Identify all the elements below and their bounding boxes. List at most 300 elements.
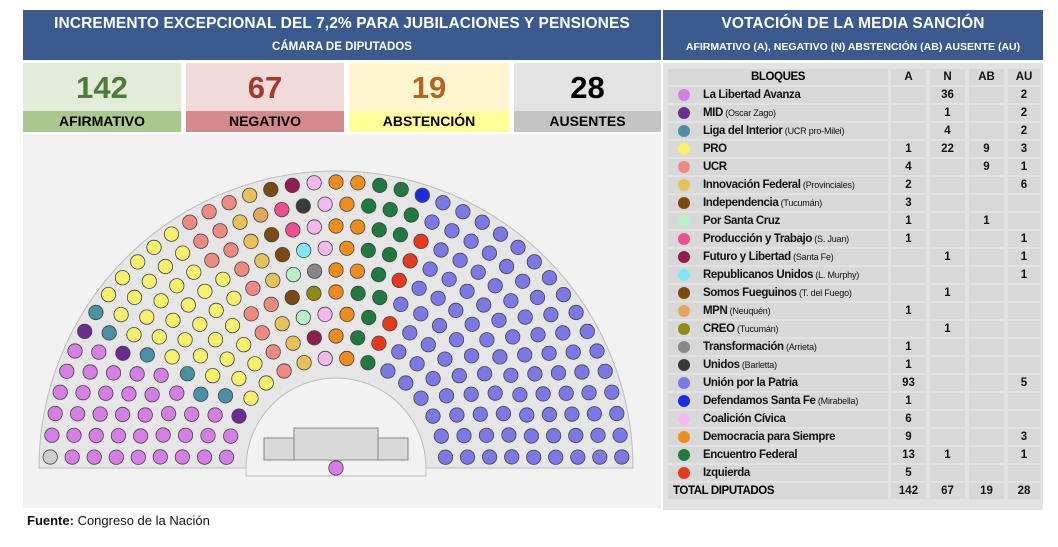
bloc-name: UCR (703, 161, 727, 173)
seat-marker (175, 246, 189, 260)
seat-marker (351, 286, 365, 300)
value-a: 13 (891, 447, 926, 463)
header-left-title: INCREMENTO EXCEPCIONAL DEL 7,2% PARA JUBILACIONES Y PENSIONES (54, 15, 630, 32)
bloc-cell (668, 465, 888, 481)
seat-marker (615, 450, 629, 464)
value-n: 22 (930, 141, 965, 157)
table-row (668, 375, 1040, 393)
seat-marker (68, 344, 82, 358)
seat-marker (218, 389, 232, 403)
seat-marker (571, 450, 585, 464)
bloc-subtitle: (UCR pro-Milei) (782, 126, 845, 136)
seat-marker (83, 365, 97, 379)
total-label: TOTAL DIPUTADOS (668, 483, 888, 499)
seat-marker (307, 264, 321, 278)
bloc-color-swatch (678, 377, 690, 389)
value-n (930, 357, 965, 373)
value-a: 1 (891, 141, 926, 157)
bloc-color-swatch (678, 305, 690, 317)
seat-marker (60, 364, 74, 378)
president-seat-marker (329, 461, 343, 475)
seat-marker (99, 386, 113, 400)
seat-marker (264, 182, 278, 196)
seat-marker (222, 196, 236, 210)
value-a: 6 (891, 411, 926, 427)
total-value: 28 (570, 70, 605, 105)
seat-marker (127, 328, 141, 342)
seat-marker (403, 254, 417, 268)
bloc-color-swatch (678, 359, 690, 371)
value-ab (969, 447, 1004, 463)
seat-marker (246, 281, 260, 295)
value-n: 1 (930, 249, 965, 265)
value-ab (969, 411, 1004, 427)
value-n (930, 375, 965, 391)
value-n: 1 (930, 285, 965, 301)
seat-marker (505, 450, 519, 464)
bloc-color-swatch (678, 449, 690, 461)
seat-marker (464, 349, 478, 363)
bloc-cell (668, 231, 888, 247)
seat-marker (114, 307, 128, 321)
bloc-cell (668, 447, 888, 463)
seat-marker (116, 346, 130, 360)
seat-marker (170, 279, 184, 293)
table-header-bloques: BLOQUES (668, 69, 888, 85)
seat-marker (220, 352, 234, 366)
seat-marker (244, 234, 258, 248)
header-right (663, 10, 1043, 60)
seat-marker (194, 387, 208, 401)
seat-marker (610, 406, 624, 420)
seat-marker (219, 450, 233, 464)
bloc-color-swatch (678, 143, 690, 155)
value-n (930, 339, 965, 355)
value-au: 2 (1008, 105, 1040, 121)
seat-marker (329, 219, 343, 233)
seat-marker (511, 240, 525, 254)
seat-marker (209, 303, 223, 317)
seat-marker (593, 450, 607, 464)
seat-marker (439, 389, 453, 403)
seat-marker (307, 331, 321, 345)
seat-marker (499, 259, 513, 273)
value-n (930, 393, 965, 409)
seat-marker (449, 303, 463, 317)
value-a (891, 285, 926, 301)
bloc-name: Liga del Interior (UCR pro-Milei) (703, 125, 845, 137)
seat-marker (598, 364, 612, 378)
value-au (1008, 285, 1040, 301)
seat-marker (531, 328, 545, 342)
seat-marker (232, 371, 246, 385)
table-row (668, 87, 1040, 105)
bloc-color-swatch (678, 287, 690, 299)
seat-marker (178, 333, 192, 347)
seat-marker (513, 388, 527, 402)
seat-marker (488, 279, 502, 293)
table-row (668, 123, 1040, 141)
total-label: NEGATIVO (186, 111, 344, 132)
table-row (668, 105, 1040, 123)
seat-marker (425, 215, 439, 229)
bloc-cell (668, 195, 888, 211)
seat-marker (286, 336, 300, 350)
seat-marker (307, 286, 321, 300)
value-a: 2 (891, 177, 926, 193)
seat-marker (394, 297, 408, 311)
seat-marker (449, 333, 463, 347)
bloc-cell (668, 321, 888, 337)
seat-marker (524, 429, 538, 443)
bloc-cell (668, 357, 888, 373)
seat-marker (248, 357, 262, 371)
seat-marker (152, 330, 166, 344)
seat-marker (361, 356, 375, 370)
bloc-color-swatch (678, 89, 690, 101)
seat-marker (351, 220, 365, 234)
bloc-subtitle: (Tucumán) (778, 198, 823, 208)
value-n (930, 411, 965, 427)
seat-marker (206, 369, 220, 383)
seat-marker (460, 284, 474, 298)
bloc-color-swatch (678, 125, 690, 137)
seat-marker (329, 263, 343, 277)
value-ab (969, 357, 1004, 373)
seat-marker (266, 273, 280, 287)
seat-marker (255, 254, 269, 268)
seat-marker (399, 376, 413, 390)
bloc-subtitle: (Oscar Zago) (722, 108, 776, 118)
seat-marker (329, 285, 343, 299)
seat-marker (460, 450, 474, 464)
parliament-chart (23, 134, 661, 508)
seat-marker (131, 450, 145, 464)
value-a: 93 (891, 375, 926, 391)
value-n (930, 429, 965, 445)
value-n: 4 (930, 123, 965, 139)
seat-marker (205, 253, 219, 267)
value-n: 36 (930, 87, 965, 103)
seat-marker (373, 290, 387, 304)
bloc-name: Republicanos Unidos (L. Murphy) (703, 269, 860, 281)
seat-marker (542, 407, 556, 421)
seat-marker (277, 364, 291, 378)
seat-marker (175, 450, 189, 464)
table-row (668, 213, 1040, 231)
bloc-color-swatch (678, 251, 690, 263)
seat-marker (471, 265, 485, 279)
seat-marker (307, 220, 321, 234)
bloc-name: Independencia (Tucumán) (703, 197, 823, 209)
bloc-color-swatch (678, 341, 690, 353)
seat-marker (528, 367, 542, 381)
seat-marker (147, 240, 161, 254)
source-label: Fuente: (27, 513, 74, 528)
seat-marker (488, 386, 502, 400)
seat-marker (556, 287, 570, 301)
seat-marker (475, 215, 489, 229)
seat-marker (549, 450, 563, 464)
seat-marker (340, 307, 354, 321)
value-ab (969, 87, 1004, 103)
header-left-subtitle: CÁMARA DE DIPUTADOS (272, 41, 412, 53)
seat-marker (480, 333, 494, 347)
seat-marker (286, 223, 300, 237)
seat-marker (87, 450, 101, 464)
seat-marker (591, 428, 605, 442)
seat-marker (565, 407, 579, 421)
seat-marker (410, 357, 424, 371)
seat-marker (130, 367, 144, 381)
seat-marker (383, 202, 397, 216)
bloc-subtitle: (Barletta) (739, 360, 777, 370)
seat-marker (153, 450, 167, 464)
seat-marker (285, 290, 299, 304)
total-a: 142 (891, 483, 926, 499)
value-au: 2 (1008, 87, 1040, 103)
source-text: Congreso de la Nación (73, 513, 210, 528)
table-header-row (668, 69, 1040, 87)
value-n: 1 (930, 321, 965, 337)
seat-marker (193, 317, 207, 331)
seat-marker (89, 428, 103, 442)
seat-marker (457, 428, 471, 442)
table-row (668, 195, 1040, 213)
seat-marker (502, 428, 516, 442)
seat-marker (154, 294, 168, 308)
seat-marker (436, 196, 450, 210)
value-ab (969, 231, 1004, 247)
table-row (668, 249, 1040, 267)
seat-marker (414, 234, 428, 248)
bloc-name: Encuentro Federal (703, 449, 798, 461)
bloc-subtitle: (Provinciales) (800, 180, 855, 190)
seat-marker (285, 178, 299, 192)
bloc-color-swatch (678, 179, 690, 191)
seat-marker (154, 368, 168, 382)
seat-marker (115, 271, 129, 285)
total-au: 28 (1008, 483, 1040, 499)
seat-marker (180, 367, 194, 381)
seat-marker (145, 388, 159, 402)
value-n (930, 213, 965, 229)
value-au (1008, 339, 1040, 355)
seat-marker (426, 409, 440, 423)
seat-marker (165, 350, 179, 364)
bloc-name: Democracia para Siempre (703, 431, 836, 443)
seat-marker (381, 364, 395, 378)
seat-marker (45, 428, 59, 442)
seat-marker (255, 326, 269, 340)
bloc-subtitle: (S. Juan) (811, 234, 849, 244)
total-ab: 19 (969, 483, 1004, 499)
value-au: 1 (1008, 231, 1040, 247)
bloc-cell (668, 87, 888, 103)
bloc-cell (668, 177, 888, 193)
seat-marker (109, 450, 123, 464)
seat-marker (361, 243, 375, 257)
seat-marker (426, 371, 440, 385)
bloc-cell (668, 375, 888, 391)
seat-marker (569, 305, 583, 319)
seat-marker (438, 450, 452, 464)
seat-marker (187, 265, 201, 279)
seat-marker (275, 202, 289, 216)
bloc-color-swatch (678, 107, 690, 119)
bloc-cell (668, 285, 888, 301)
seat-marker (101, 287, 115, 301)
total-value: 19 (411, 70, 447, 105)
parliament-chart-panel (23, 134, 661, 508)
bloc-subtitle: (Neuquén) (727, 306, 771, 316)
value-a (891, 123, 926, 139)
seat-marker (556, 326, 570, 340)
seat-marker (216, 272, 230, 286)
value-ab: 1 (969, 213, 1004, 229)
seat-marker (166, 313, 180, 327)
seat-marker (235, 262, 249, 276)
seat-marker (89, 305, 103, 319)
seat-marker (318, 241, 332, 255)
seat-marker (93, 407, 107, 421)
seat-marker (516, 274, 530, 288)
seat-marker (227, 291, 241, 305)
seat-marker (423, 262, 437, 276)
seat-marker (613, 428, 627, 442)
seat-marker (197, 450, 211, 464)
table-row (668, 447, 1040, 465)
votes-table (663, 63, 1043, 510)
seat-marker (544, 307, 558, 321)
seat-marker (70, 407, 84, 421)
bloc-cell (668, 393, 888, 409)
bloc-name: Unidos (Barletta) (703, 359, 777, 371)
table-row (668, 357, 1040, 375)
seat-marker (559, 386, 573, 400)
value-a: 4 (891, 159, 926, 175)
seat-marker (431, 291, 445, 305)
seat-marker (122, 387, 136, 401)
seat-marker (383, 317, 397, 331)
seat-marker (275, 317, 289, 331)
header-right-subtitle: AFIRMATIVO (A), NEGATIVO (N) ABSTENCIÓN (AB) AUSENTE (AU) (685, 41, 1021, 53)
seat-marker (464, 234, 478, 248)
table-row (668, 411, 1040, 429)
seat-marker (504, 368, 518, 382)
seat-marker (432, 318, 446, 332)
seat-marker (297, 243, 311, 257)
seat-marker (569, 428, 583, 442)
seat-marker (48, 406, 62, 420)
bloc-name: Transformación (Arrieta) (703, 341, 817, 353)
seat-marker (266, 345, 280, 359)
seat-marker (393, 228, 407, 242)
table-row (668, 159, 1040, 177)
seat-marker (43, 450, 57, 464)
bloc-cell (668, 303, 888, 319)
seat-marker (286, 267, 300, 281)
seat-marker (434, 243, 448, 257)
total-n: 67 (930, 483, 965, 499)
seat-marker (213, 224, 227, 238)
seat-marker (479, 428, 493, 442)
value-a (891, 87, 926, 103)
seat-marker (371, 267, 385, 281)
bloc-color-swatch (678, 233, 690, 245)
value-au: 3 (1008, 429, 1040, 445)
value-n: 1 (930, 105, 965, 121)
seat-marker (421, 338, 435, 352)
seat-marker (297, 356, 311, 370)
seat-marker (340, 197, 354, 211)
seat-marker (351, 176, 365, 190)
value-ab (969, 249, 1004, 265)
seat-marker (275, 247, 289, 261)
value-au (1008, 393, 1040, 409)
seat-marker (243, 188, 257, 202)
seat-marker (506, 330, 520, 344)
value-a: 1 (891, 303, 926, 319)
seat-marker (465, 317, 479, 331)
value-au (1008, 303, 1040, 319)
bloc-name: Futuro y Libertad (Santa Fe) (703, 251, 834, 263)
value-a: 1 (891, 357, 926, 373)
seat-marker (183, 215, 197, 229)
bloc-name: Por Santa Cruz (703, 215, 780, 227)
total-box-afirmativo (23, 63, 181, 132)
bloc-color-swatch (678, 395, 690, 407)
seat-marker (202, 205, 216, 219)
seat-marker (225, 318, 239, 332)
seat-marker (518, 348, 532, 362)
bloc-cell (668, 429, 888, 445)
table-total-row (668, 483, 1040, 501)
table-row (668, 465, 1040, 483)
seat-marker (76, 386, 90, 400)
seat-marker (318, 307, 332, 321)
table-header-a: A (891, 69, 926, 85)
value-n (930, 195, 965, 211)
seat-marker (224, 243, 238, 257)
bloc-cell (668, 339, 888, 355)
bloc-cell (668, 411, 888, 427)
seat-marker (201, 428, 215, 442)
seat-marker (142, 274, 156, 288)
seat-marker (208, 333, 222, 347)
value-n (930, 159, 965, 175)
seat-marker (373, 178, 387, 192)
value-a: 1 (891, 213, 926, 229)
seat-marker (115, 407, 129, 421)
value-a: 1 (891, 231, 926, 247)
seat-marker (106, 366, 120, 380)
bloc-subtitle: (Mirabella) (815, 396, 859, 406)
total-value: 67 (247, 70, 283, 105)
bloc-color-swatch (678, 323, 690, 335)
seat-marker (296, 310, 310, 324)
header-left (23, 10, 661, 60)
seat-marker (133, 429, 147, 443)
seat-marker (438, 352, 452, 366)
bloc-color-swatch (678, 197, 690, 209)
seat-marker (473, 407, 487, 421)
seat-marker (185, 407, 199, 421)
seat-marker (482, 450, 496, 464)
seat-marker (587, 407, 601, 421)
seat-marker (492, 313, 506, 327)
seat-marker (442, 272, 456, 286)
